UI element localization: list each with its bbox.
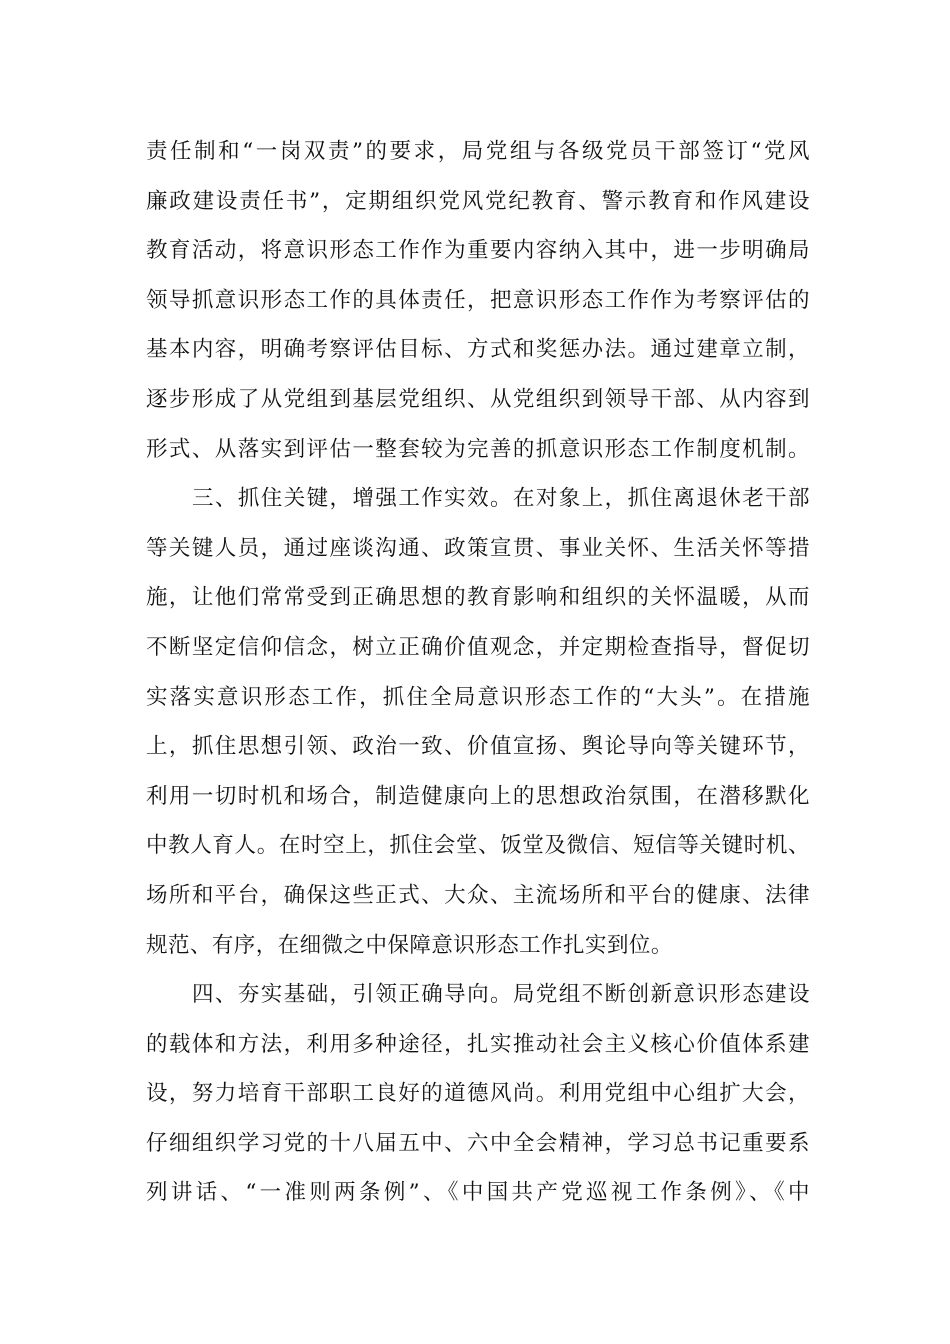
text-line: 三、抓住关键，增强工作实效。在对象上，抓住离退休老干部 [192, 486, 810, 512]
text-line: 廉政建设责任书”，定期组织党风党纪教育、警示教育和作风建设 [146, 188, 810, 214]
text-line: 施，让他们常常受到正确思想的教育影响和组织的关怀温暖，从而 [146, 585, 810, 611]
text-line: 形式、从落实到评估一整套较为完善的抓意识形态工作制度机制。 [146, 436, 810, 462]
text-line: 仔细组织学习党的十八届五中、六中全会精神，学习总书记重要系 [146, 1130, 810, 1156]
paragraph-1 [146, 127, 810, 474]
text-line: 利用一切时机和场合，制造健康向上的思想政治氛围，在潜移默化 [146, 783, 810, 809]
text-line: 基本内容，明确考察评估目标、方式和奖惩办法。通过建章立制， [146, 337, 810, 363]
text-line: 规范、有序，在细微之中保障意识形态工作扎实到位。 [146, 932, 673, 958]
text-line: 等关键人员，通过座谈沟通、政策宣贯、事业关怀、生活关怀等措 [146, 535, 810, 561]
text-line: 设，努力培育干部职工良好的道德风尚。利用党组中心组扩大会， [146, 1081, 810, 1107]
text-line: 领导抓意识形态工作的具体责任，把意识形态工作作为考察评估的 [146, 287, 810, 313]
text-line: 教育活动，将意识形态工作作为重要内容纳入其中，进一步明确局 [146, 238, 810, 264]
text-line: 的载体和方法，利用多种途径，扎实推动社会主义核心价值体系建 [146, 1031, 810, 1057]
paragraph-2 [146, 474, 810, 970]
text-line: 四、夯实基础，引领正确导向。局党组不断创新意识形态建设 [192, 982, 810, 1008]
document-body [146, 127, 810, 1218]
text-line: 逐步形成了从党组到基层党组织、从党组织到领导干部、从内容到 [146, 386, 810, 412]
text-line: 不断坚定信仰信念，树立正确价值观念，并定期检查指导，督促切 [146, 634, 810, 660]
text-line: 场所和平台，确保这些正式、大众、主流场所和平台的健康、法律 [146, 882, 810, 908]
text-line: 中教人育人。在时空上，抓住会堂、饭堂及微信、短信等关键时机、 [146, 833, 810, 859]
text-line: 实落实意识形态工作，抓住全局意识形态工作的“大头”。在措施 [146, 684, 810, 710]
paragraph-3 [146, 970, 810, 1218]
text-line: 责任制和“一岗双责”的要求，局党组与各级党员干部签订“党风 [146, 139, 810, 164]
text-line: 上，抓住思想引领、政治一致、价值宣扬、舆论导向等关键环节， [146, 734, 810, 760]
text-line: 列讲话、“一准则两条例”、《中国共产党巡视工作条例》、《中 [146, 1180, 810, 1206]
